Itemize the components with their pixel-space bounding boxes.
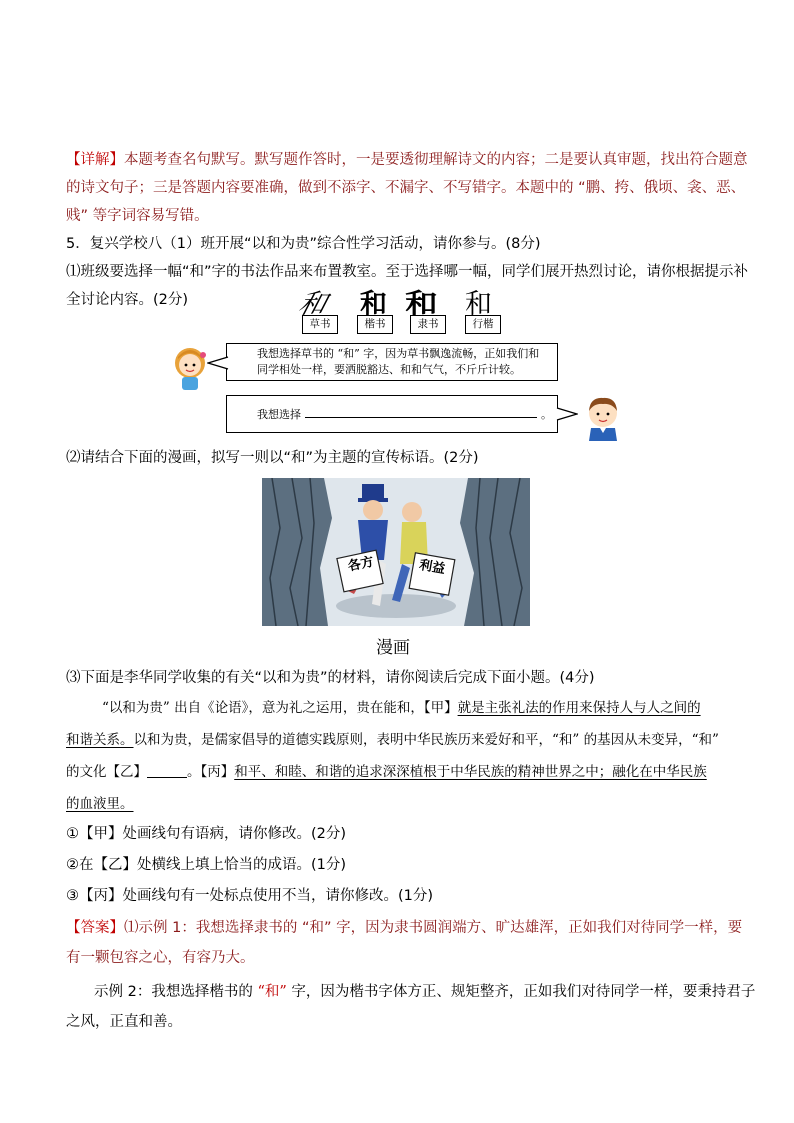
q5-part3: ⑶下面是李华同学收集的有关“以和为贵”的材料，请你阅读后完成下面小题。(4分) (66, 670, 595, 686)
passage-l1-a: “以和为贵” 出自《论语》，意为礼之运用，贵在能和，【甲】 (102, 700, 458, 716)
answer-l3-b: 字，因为楷书字体方正、规矩整齐，正如我们对待同学一样，要秉持君子 (286, 984, 756, 1000)
boy-bubble-tail (556, 407, 578, 421)
passage-blank-yi[interactable] (147, 763, 187, 778)
boy-bubble-suffix: 。 (541, 408, 552, 421)
label-cursive: 草书 (302, 315, 338, 334)
cartoon-image (262, 478, 530, 626)
detail-line-3: 贱” 等字词容易写错。 (66, 208, 209, 224)
cartoon-sign-left: 各方 (346, 554, 376, 575)
label-running: 行楷 (465, 315, 501, 334)
answer-l3-a: 示例 2：我想选择楷书的 (94, 984, 258, 1000)
girl-bubble-line-2: 同学相处一样，要洒脱豁达、和和气气，不斤斤计较。 (257, 363, 521, 376)
girl-bubble-line-1: 我想选择草书的 “和” 字，因为草书飘逸流畅，正如我们和 (257, 347, 540, 360)
label-clerical: 隶书 (410, 315, 446, 334)
boy-speech-bubble (226, 395, 558, 433)
answer-line-2: 有一颗包容之心，有容乃大。 (66, 950, 255, 966)
passage-l3-a: 的文化【乙】 (66, 764, 147, 780)
label-regular: 楷书 (357, 315, 393, 334)
girl-avatar (170, 345, 210, 391)
sub-question-2: ②在【乙】处横线上填上恰当的成语。(1分) (66, 857, 347, 873)
answer-line-4: 之风，正直和善。 (66, 1014, 182, 1030)
sub-question-1: ①【甲】处画线句有语病，请你修改。(2分) (66, 826, 347, 842)
calligraphy-clerical: 和 (405, 289, 438, 320)
boy-bubble-prefix: 我想选择 (257, 408, 301, 421)
answer-tag: 【答案】 (66, 920, 124, 936)
passage-l2-b: 以和为贵，是儒家倡导的道德实践原则，表明中华民族历来爱好和平，“和” 的基因从未变异，“和” (133, 732, 719, 748)
cartoon-caption: 漫画 (376, 638, 410, 658)
girl-bubble-tail (207, 356, 229, 370)
q5-header: 5．复兴学校八（1）班开展“以和为贵”综合性学习活动，请你参与。(8分) (66, 236, 541, 252)
q5-part2: ⑵请结合下面的漫画，拟写一则以“和”为主题的宣传标语。(2分) (66, 450, 479, 466)
calligraphy-running: 和 (465, 289, 492, 320)
calligraphy-cursive: 和 (295, 289, 331, 320)
passage-l3-b: 。【丙】 (187, 764, 235, 780)
cartoon-sign-right: 利益 (417, 557, 447, 578)
passage-l1-b: 就是主张礼法的作用来保持人与人之间的 (457, 700, 701, 716)
passage-line-2 (66, 730, 719, 750)
answer-l3-quote: “和” (257, 984, 287, 1000)
answer-text-1: ⑴示例 1：我想选择隶书的 “和” 字，因为隶书圆润端方、旷达雄浑，正如我们对待同学一样，要 (124, 920, 743, 936)
girl-speech-bubble (226, 343, 558, 381)
boy-avatar (584, 395, 622, 441)
detail-tag: 【详解】 (66, 152, 124, 168)
passage-line-1 (102, 698, 701, 718)
passage-l4: 的血液里。 (66, 796, 134, 812)
detail-line-1 (66, 150, 748, 170)
q5-part1-line2: 全讨论内容。(2分) (66, 292, 189, 308)
detail-text-1: 本题考查名句默写。默写题作答时，一是要透彻理解诗文的内容；二是要认真审题，找出符合题意 (124, 152, 748, 168)
passage-line-3 (66, 762, 707, 782)
q5-part1-line1: ⑴班级要选择一幅“和”字的书法作品来布置教室。至于选择哪一幅，同学们展开热烈讨论，请你根据提示补 (66, 264, 749, 280)
detail-line-2: 的诗文句子；三是答题内容要准确，做到不添字、不漏字、不写错字。本题中的 “鹏、挎、俄顷、衾、恶、 (66, 180, 746, 196)
answer-line-1 (66, 918, 742, 938)
calligraphy-regular: 和 (360, 289, 387, 320)
boy-answer-blank[interactable] (305, 406, 537, 418)
passage-line-4 (66, 794, 134, 814)
sub-question-3: ③【丙】处画线句有一处标点使用不当，请你修改。(1分) (66, 888, 434, 904)
passage-l2-a: 和谐关系。 (66, 732, 134, 748)
passage-l3-c: 和平、和睦、和谐的追求深深植根于中华民族的精神世界之中；融化在中华民族 (234, 764, 707, 780)
answer-line-3 (94, 982, 755, 1002)
